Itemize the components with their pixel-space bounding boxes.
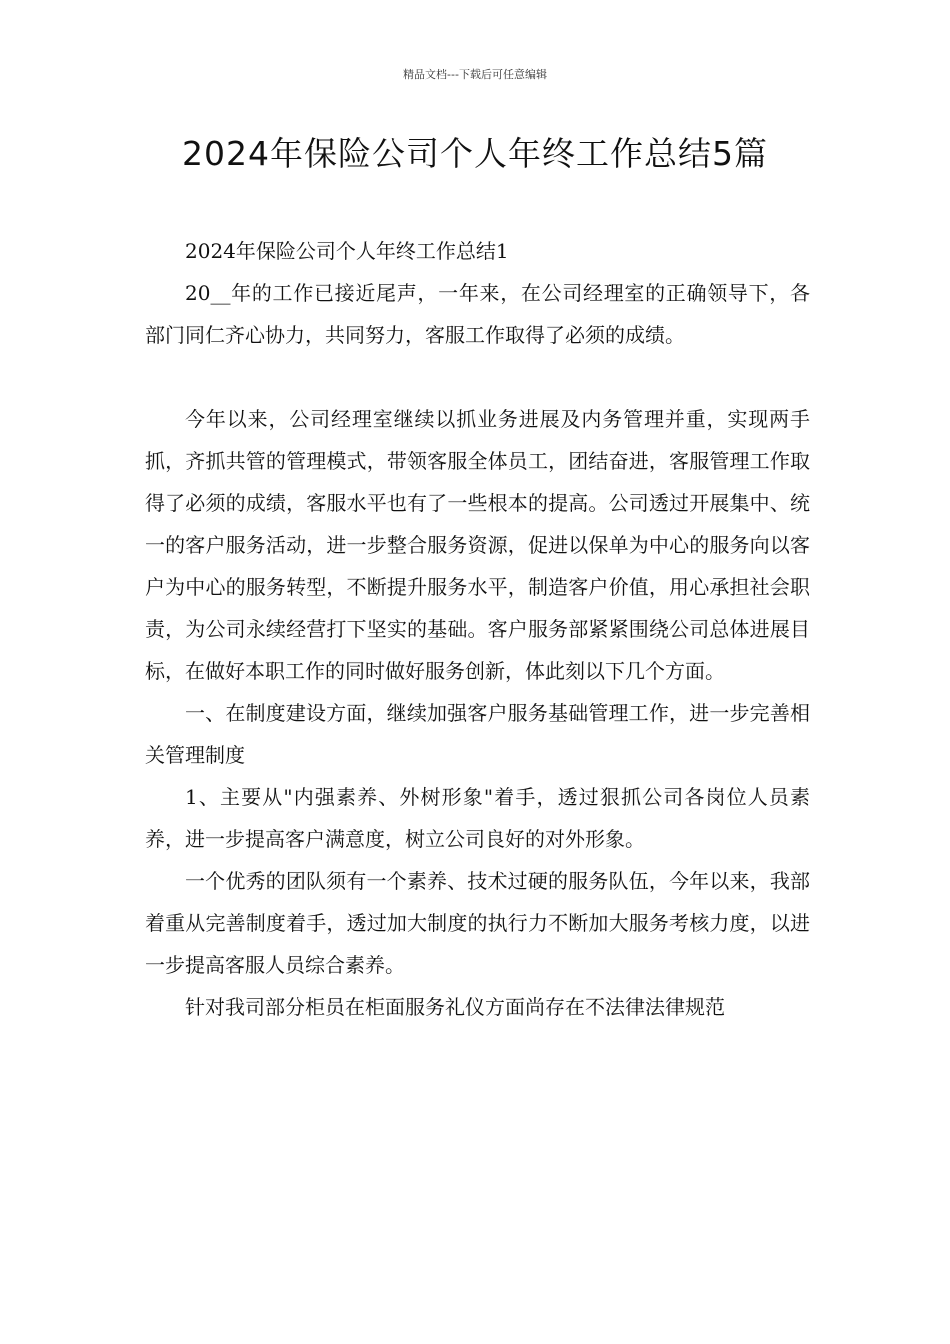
document-title: 2024年保险公司个人年终工作总结5篇 xyxy=(182,134,768,173)
header-note: 精品文档---下载后可任意编辑 xyxy=(403,68,547,81)
body-paragraph: 一个优秀的团队须有一个素养、技术过硬的服务队伍，今年以来，我部着重从完善制度着手，透过加大制度的执行力不断加大服务考核力度，以进一步提高客服人员综合素养。 xyxy=(145,869,810,977)
section-heading: 2024年保险公司个人年终工作总结1 xyxy=(185,239,509,263)
body-paragraph: 一、在制度建设方面，继续加强客户服务基础管理工作，进一步完善相关管理制度 xyxy=(145,701,810,767)
document-body xyxy=(145,230,810,1028)
body-paragraph: 1、主要从"内强素养、外树形象"着手，透过狠抓公司各岗位人员素养，进一步提高客户满意度，树立公司良好的对外形象。 xyxy=(145,785,810,851)
body-paragraph: 今年以来，公司经理室继续以抓业务进展及内务管理并重，实现两手抓，齐抓共管的管理模式，带领客服全体员工，团结奋进，客服管理工作取得了必须的成绩，客服水平也有了一些根本的提高。公司透过开展集中、统一的客户服务活动，进一步整合服务资源，促进以保单为中心的服务向以客户为中心的服务转型，不断提升服务水平，制造客户价值，用心承担社会职责，为公司永续经营打下坚实的基础。客户服务部紧紧围绕公司总体进展目标，在做好本职工作的同时做好服务创新，体此刻以下几个方面。 xyxy=(145,407,810,683)
body-paragraph: 针对我司部分柜员在柜面服务礼仪方面尚存在不法律法律规范 xyxy=(185,995,725,1019)
body-paragraph: 20__年的工作已接近尾声，一年来，在公司经理室的正确领导下，各部门同仁齐心协力，共同努力，客服工作取得了必须的成绩。 xyxy=(145,281,810,347)
